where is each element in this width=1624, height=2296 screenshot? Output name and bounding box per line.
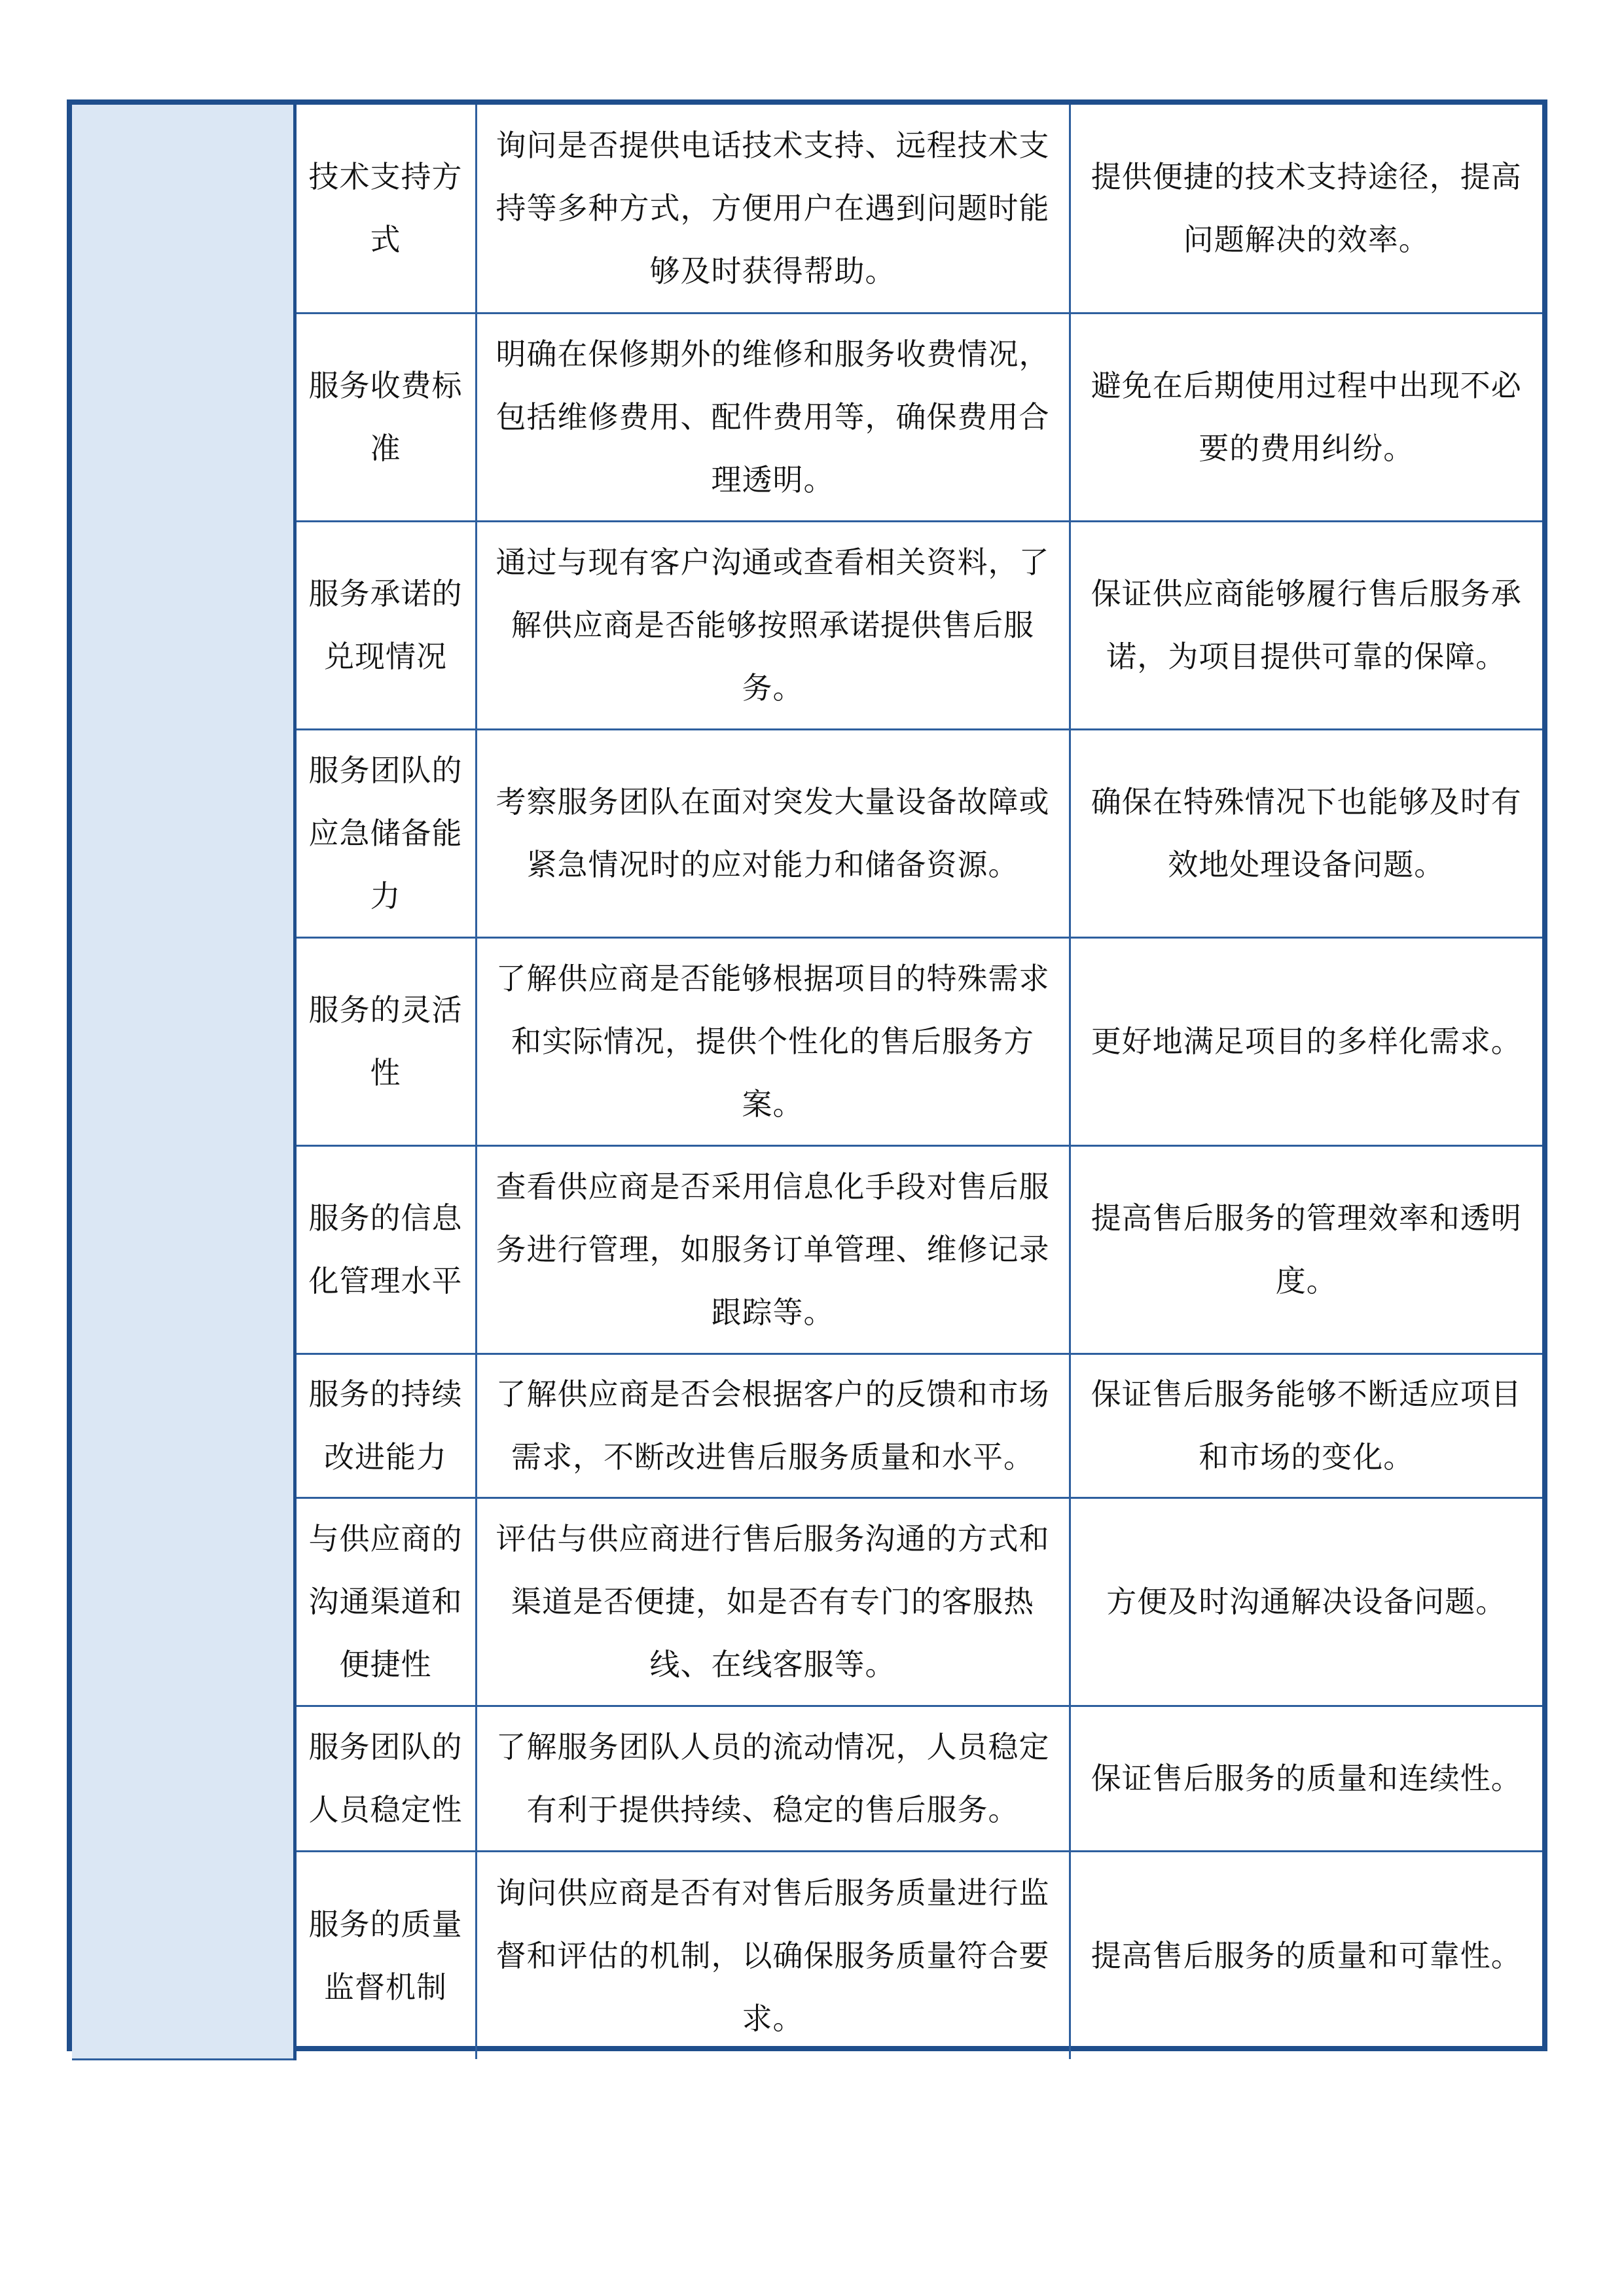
goal-cell: 提高售后服务的质量和可靠性。 [1070,1851,1542,2059]
description-cell: 询问供应商是否有对售后服务质量进行监督和评估的机制，以确保服务质量符合要求。 [476,1851,1070,2059]
description-cell: 明确在保修期外的维修和服务收费情况，包括维修费用、配件费用等，确保费用合理透明。 [476,313,1070,521]
table-row [72,105,1542,313]
description-cell: 了解供应商是否能够根据项目的特殊需求和实际情况，提供个性化的售后服务方案。 [476,937,1070,1145]
description-cell: 询问是否提供电话技术支持、远程技术支持等多种方式，方便用户在遇到问题时能够及时获得帮助。 [476,105,1070,313]
requirements-table-frame [67,99,1547,2051]
item-cell: 与供应商的沟通渠道和便捷性 [295,1498,476,1706]
goal-cell: 确保在特殊情况下也能够及时有效地处理设备问题。 [1070,729,1542,937]
description-cell: 了解服务团队人员的流动情况，人员稳定有利于提供持续、稳定的售后服务。 [476,1706,1070,1851]
item-cell: 服务团队的应急储备能力 [295,729,476,937]
goal-cell: 方便及时沟通解决设备问题。 [1070,1498,1542,1706]
description-cell: 评估与供应商进行售后服务沟通的方式和渠道是否便捷，如是否有专门的客服热线、在线客服等。 [476,1498,1070,1706]
item-cell: 服务团队的人员稳定性 [295,1706,476,1851]
item-cell: 服务承诺的兑现情况 [295,521,476,729]
item-cell: 服务的质量监督机制 [295,1851,476,2059]
description-cell: 通过与现有客户沟通或查看相关资料，了解供应商是否能够按照承诺提供售后服务。 [476,521,1070,729]
goal-cell: 保证供应商能够履行售后服务承诺，为项目提供可靠的保障。 [1070,521,1542,729]
goal-cell: 保证售后服务的质量和连续性。 [1070,1706,1542,1851]
category-cell [72,105,295,2059]
goal-cell: 保证售后服务能够不断适应项目和市场的变化。 [1070,1354,1542,1498]
item-cell: 服务的信息化管理水平 [295,1145,476,1354]
description-cell: 考察服务团队在面对突发大量设备故障或紧急情况时的应对能力和储备资源。 [476,729,1070,937]
description-cell: 查看供应商是否采用信息化手段对售后服务进行管理，如服务订单管理、维修记录跟踪等。 [476,1145,1070,1354]
after-sales-evaluation-table [72,105,1542,2060]
goal-cell: 提高售后服务的管理效率和透明度。 [1070,1145,1542,1354]
goal-cell: 提供便捷的技术支持途径，提高问题解决的效率。 [1070,105,1542,313]
description-cell: 了解供应商是否会根据客户的反馈和市场需求，不断改进售后服务质量和水平。 [476,1354,1070,1498]
goal-cell: 避免在后期使用过程中出现不必要的费用纠纷。 [1070,313,1542,521]
goal-cell: 更好地满足项目的多样化需求。 [1070,937,1542,1145]
item-cell: 技术支持方式 [295,105,476,313]
item-cell: 服务的灵活性 [295,937,476,1145]
item-cell: 服务的持续改进能力 [295,1354,476,1498]
item-cell: 服务收费标准 [295,313,476,521]
